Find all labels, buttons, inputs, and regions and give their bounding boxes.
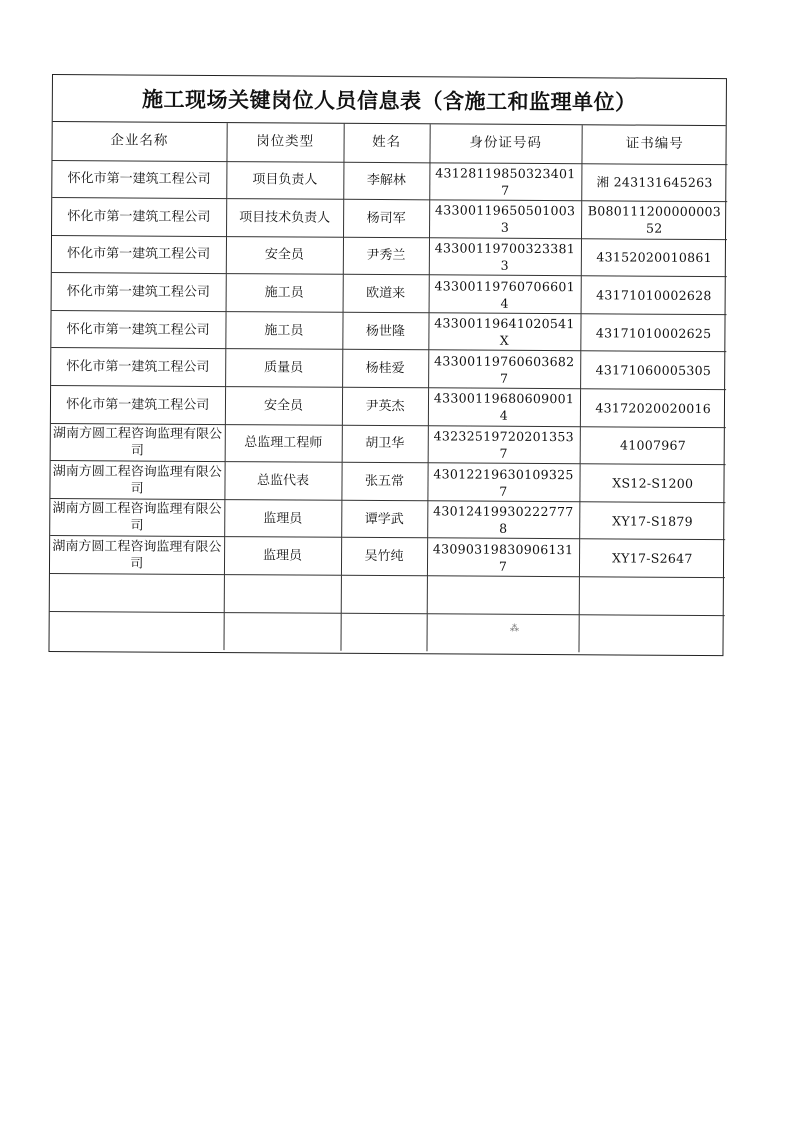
- table-header-row: [52, 122, 727, 164]
- table-row: [51, 348, 726, 390]
- position-cell: 施工员: [225, 311, 342, 349]
- name-cell: 杨世隆: [342, 312, 428, 350]
- certificate-cell: 43171010002625: [580, 314, 726, 352]
- header-id-number: 身份证号码: [429, 124, 581, 163]
- company-cell: 怀化市第一建筑工程公司: [52, 273, 226, 312]
- id-number-cell: 430124199302227778: [427, 501, 579, 540]
- table-row: [51, 386, 726, 428]
- position-cell: 项目技术负责人: [226, 199, 343, 237]
- position-cell: 监理员: [224, 499, 341, 537]
- empty-cell: [341, 575, 427, 613]
- id-number-cell: 431281198503234017: [429, 162, 581, 201]
- name-cell: 谭学武: [341, 500, 427, 538]
- name-cell: 李解林: [343, 162, 429, 200]
- company-cell: 怀化市第一建筑工程公司: [52, 198, 226, 237]
- position-cell: 安全员: [225, 387, 342, 425]
- table-row: [52, 198, 727, 240]
- empty-cell: [224, 575, 341, 613]
- position-cell: 总监代表: [224, 462, 341, 500]
- id-number-cell: 432325197202013537: [428, 425, 580, 464]
- company-cell: 怀化市第一建筑工程公司: [52, 160, 226, 199]
- name-cell: 欧道来: [343, 275, 429, 313]
- table-row: [52, 273, 727, 315]
- table-row: [52, 160, 727, 202]
- company-cell: 怀化市第一建筑工程公司: [51, 310, 225, 349]
- empty-cell: [49, 611, 223, 650]
- id-number-cell: 433001197003233813: [429, 237, 581, 276]
- name-cell: 杨桂爱: [342, 350, 428, 388]
- certificate-cell: XY17-S1879: [579, 502, 725, 540]
- name-cell: 吴竹纯: [341, 538, 427, 576]
- empty-cell: [427, 576, 579, 615]
- empty-cell: [50, 574, 224, 613]
- table-row: [51, 423, 726, 465]
- company-cell: 湖南方圆工程咨询监理有限公司: [50, 498, 224, 537]
- name-cell: 尹英杰: [342, 387, 428, 425]
- name-cell: 尹秀兰: [343, 237, 429, 275]
- id-number-cell: 433001196505010033: [429, 200, 581, 239]
- name-cell: 胡卫华: [342, 425, 428, 463]
- position-cell: 安全员: [226, 236, 343, 274]
- certificate-cell: 43171010002628: [581, 276, 727, 314]
- table-row: [50, 536, 725, 578]
- position-cell: 监理员: [224, 537, 341, 575]
- id-number-cell: 430903198309061317: [427, 538, 579, 577]
- empty-cell: [578, 614, 724, 652]
- position-cell: 质量员: [225, 349, 342, 387]
- empty-cell: [426, 613, 578, 652]
- header-position: 岗位类型: [226, 123, 343, 162]
- certificate-cell: 43172020020016: [580, 389, 726, 427]
- empty-cell: [579, 577, 725, 615]
- certificate-cell: B08011120000000352: [581, 201, 727, 239]
- header-name: 姓名: [343, 124, 429, 163]
- certificate-cell: XS12-S1200: [579, 464, 725, 502]
- personnel-info-sheet: [48, 74, 727, 656]
- company-cell: 湖南方圆工程咨询监理有限公司: [50, 461, 224, 500]
- table-row: [50, 498, 725, 540]
- certificate-cell: 43152020010861: [581, 238, 727, 276]
- certificate-cell: 43171060005305: [580, 351, 726, 389]
- certificate-cell: 湘 243131645263: [581, 163, 727, 201]
- id-number-cell: 43300119641020541X: [428, 313, 580, 352]
- certificate-cell: 41007967: [580, 426, 726, 464]
- scan-speck: ⁂: [510, 624, 519, 634]
- empty-cell: [223, 612, 340, 650]
- empty-table-row: [49, 611, 724, 653]
- empty-cell: [340, 613, 426, 651]
- id-number-cell: 433001196806090014: [428, 388, 580, 427]
- position-cell: 施工员: [226, 274, 343, 312]
- header-certificate: 证书编号: [581, 125, 727, 164]
- position-cell: 项目负责人: [226, 161, 343, 199]
- company-cell: 湖南方圆工程咨询监理有限公司: [51, 423, 225, 462]
- company-cell: 怀化市第一建筑工程公司: [51, 386, 225, 425]
- table-row: [51, 310, 726, 352]
- table-row: [52, 235, 727, 277]
- id-number-cell: 433001197606036827: [428, 350, 580, 389]
- name-cell: 杨司军: [343, 199, 429, 237]
- header-company: 企业名称: [52, 122, 226, 161]
- company-cell: 怀化市第一建筑工程公司: [52, 235, 226, 274]
- certificate-cell: XY17-S2647: [579, 539, 725, 577]
- company-cell: 怀化市第一建筑工程公司: [51, 348, 225, 387]
- position-cell: 总监理工程师: [225, 424, 342, 462]
- personnel-table: [49, 122, 727, 653]
- sheet-title: 施工现场关键岗位人员信息表（含施工和监理单位）: [53, 75, 726, 126]
- empty-table-row: [50, 574, 725, 616]
- table-row: [50, 461, 725, 503]
- name-cell: 张五常: [341, 463, 427, 501]
- company-cell: 湖南方圆工程咨询监理有限公司: [50, 536, 224, 575]
- id-number-cell: 433001197607066014: [429, 275, 581, 314]
- id-number-cell: 430122196301093257: [427, 463, 579, 502]
